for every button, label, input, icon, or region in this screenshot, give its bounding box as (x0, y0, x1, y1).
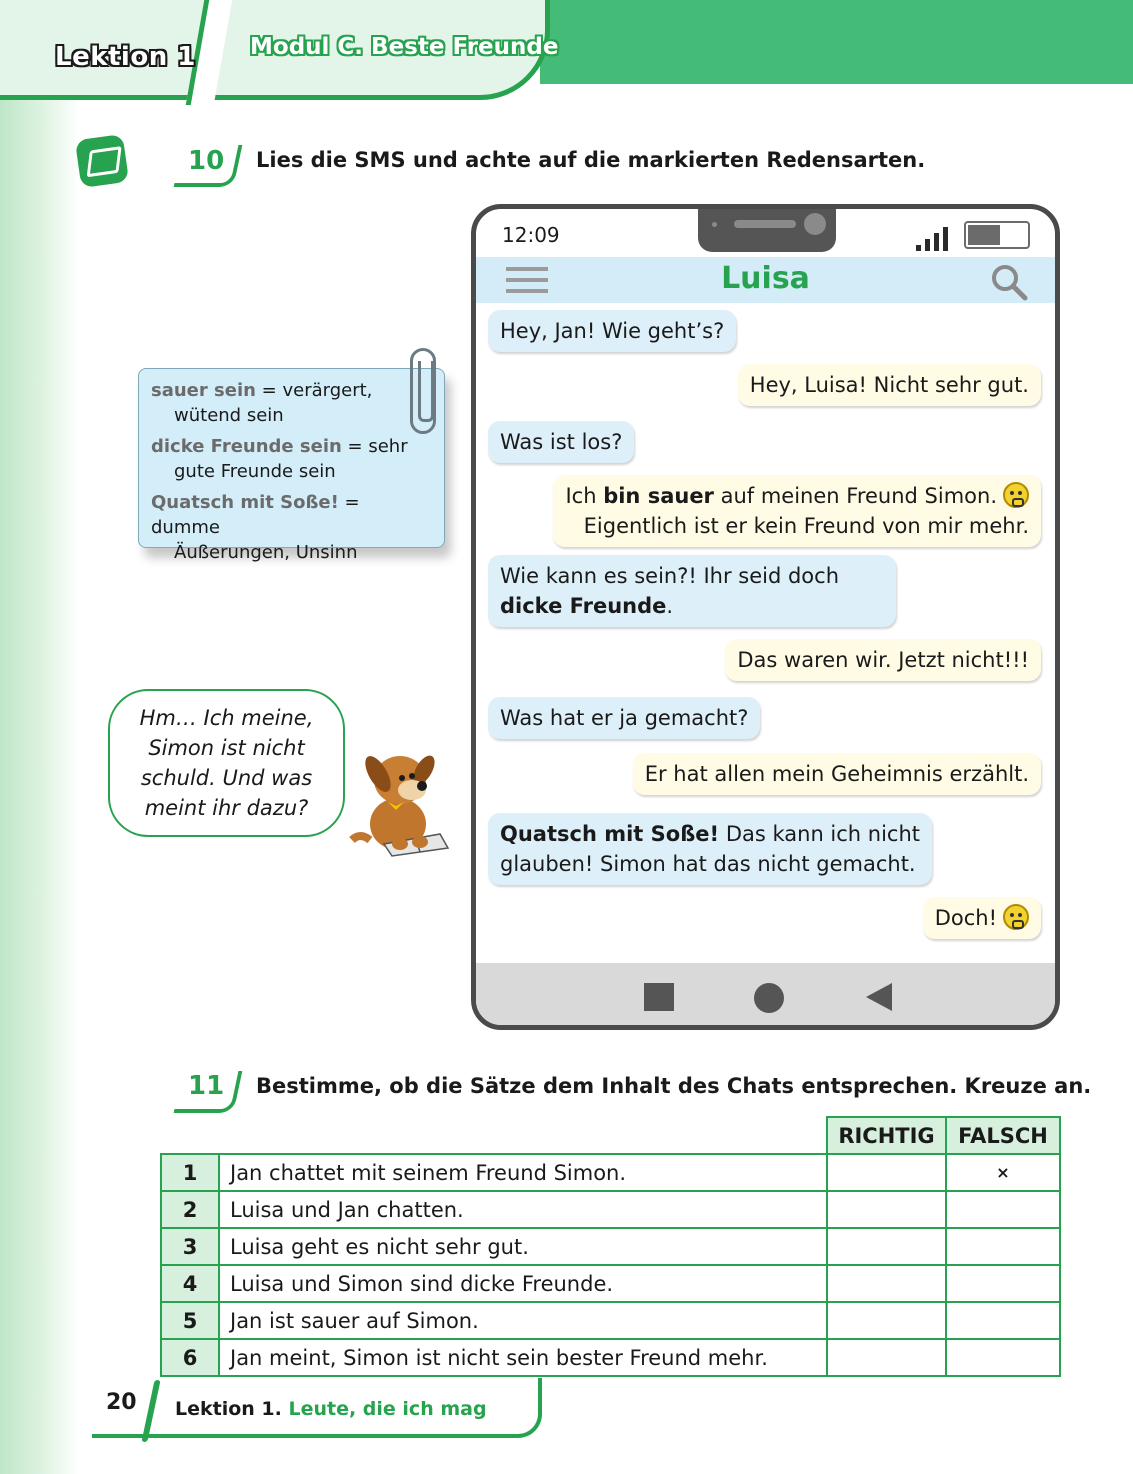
message-bubble: Hey, Luisa! Nicht sehr gut. (738, 364, 1041, 406)
idiom-highlight: Quatsch mit Soße! (500, 822, 720, 846)
statement-text: Jan chattet mit seinem Freund Simon. (219, 1154, 827, 1191)
statement-text: Jan meint, Simon ist nicht sein bester Freund mehr. (219, 1339, 827, 1376)
message-bubble: Doch! (923, 897, 1041, 939)
task-10-instruction: Lies die SMS und achte auf die markierten Redensarten. (256, 148, 926, 172)
table-row (161, 1154, 1060, 1191)
note-item: sauer sein = verärgert, (151, 380, 373, 401)
falsch-checkbox[interactable] (946, 1191, 1060, 1228)
speech-line: Hm… Ich meine, (139, 706, 314, 730)
search-icon[interactable] (990, 263, 1028, 301)
notch-speaker (734, 220, 796, 228)
row-number: 1 (161, 1154, 219, 1191)
surprised-emoji-icon (1003, 904, 1029, 930)
recent-apps-icon[interactable] (644, 983, 674, 1011)
speech-line: meint ihr dazu? (144, 796, 309, 820)
page-number: 20 (106, 1390, 137, 1415)
phone-notch (698, 204, 836, 252)
footer-title (175, 1398, 487, 1420)
statement-text: Jan ist sauer auf Simon. (219, 1302, 827, 1339)
book-icon (75, 134, 129, 188)
note-item-continued: wütend sein (174, 405, 284, 426)
message-bubble: Das waren wir. Jetzt nicht!!! (725, 639, 1041, 681)
table-header-row (161, 1117, 1060, 1154)
note-item-continued: gute Freunde sein (174, 461, 336, 482)
status-time: 12:09 (502, 223, 560, 247)
notch-sensor (712, 222, 717, 227)
message-bubble: Was hat er ja gemacht? (488, 697, 760, 739)
table-row (161, 1265, 1060, 1302)
row-number: 3 (161, 1228, 219, 1265)
angry-emoji-icon (1003, 482, 1029, 508)
statement-text: Luisa geht es nicht sehr gut. (219, 1228, 827, 1265)
phone-mockup (471, 204, 1060, 1030)
falsch-checkbox[interactable] (946, 1228, 1060, 1265)
battery-fill (968, 225, 1000, 245)
note-item: Quatsch mit Soße! = dumme (151, 492, 360, 538)
chat-header (476, 257, 1055, 303)
message-bubble: Ich bin sauer auf meinen Freund Simon. Eigentlich ist er kein Freund von mir mehr. (553, 475, 1041, 547)
speech-line: Simon ist nicht (148, 736, 305, 760)
row-number: 6 (161, 1339, 219, 1376)
table-row (161, 1191, 1060, 1228)
message-bubble: Wie kann es sein?! Ihr seid doch dicke Freunde. (488, 555, 896, 627)
note-item-continued: Äußerungen, Unsinn (174, 542, 358, 563)
statement-text: Luisa und Simon sind dicke Freunde. (219, 1265, 827, 1302)
note-item: dicke Freunde sein = sehr (151, 436, 408, 457)
footer-lesson-label: Lektion 1. (175, 1398, 282, 1420)
richtig-checkbox[interactable] (827, 1154, 946, 1191)
statement-text: Luisa und Jan chatten. (219, 1191, 827, 1228)
true-false-table (160, 1116, 1061, 1377)
row-number: 5 (161, 1302, 219, 1339)
task-10-number: 10 (188, 146, 225, 176)
paperclip-icon (410, 348, 436, 434)
task-11-number: 11 (188, 1071, 225, 1101)
row-number: 2 (161, 1191, 219, 1228)
lesson-title: Lektion 1 (55, 42, 196, 72)
table-row (161, 1339, 1060, 1376)
richtig-checkbox[interactable] (827, 1339, 946, 1376)
left-margin-strip (0, 0, 80, 1474)
notch-camera (804, 213, 826, 235)
back-icon[interactable] (866, 983, 892, 1011)
message-bubble: Hey, Jan! Wie geht’s? (488, 310, 736, 352)
battery-icon (964, 221, 1030, 249)
header-band (540, 0, 1133, 84)
chat-contact-name: Luisa (721, 261, 810, 296)
table-row (161, 1228, 1060, 1265)
falsch-checkbox[interactable]: × (946, 1154, 1060, 1191)
richtig-checkbox[interactable] (827, 1302, 946, 1339)
idiom-highlight: dicke Freunde (500, 594, 667, 618)
table-row (161, 1302, 1060, 1339)
richtig-checkbox[interactable] (827, 1265, 946, 1302)
speech-line: schuld. Und was (140, 766, 313, 790)
falsch-checkbox[interactable] (946, 1265, 1060, 1302)
phone-nav-bar (476, 963, 1055, 1025)
home-icon[interactable] (754, 983, 784, 1013)
signal-icon (916, 223, 956, 251)
row-number: 4 (161, 1265, 219, 1302)
message-bubble: Was ist los? (488, 421, 634, 463)
task-11-instruction: Bestimme, ob die Sätze dem Inhalt des Chats entsprechen. Kreuze an. (256, 1074, 1092, 1098)
idiom-highlight: bin sauer (603, 484, 714, 508)
richtig-checkbox[interactable] (827, 1228, 946, 1265)
column-header-falsch: FALSCH (946, 1117, 1060, 1154)
speech-bubble (108, 689, 345, 837)
dog-illustration (340, 740, 452, 858)
message-bubble: Quatsch mit Soße! Das kann ich nicht glauben! Simon hat das nicht gemacht. (488, 813, 932, 885)
richtig-checkbox[interactable] (827, 1191, 946, 1228)
vocabulary-note (138, 368, 445, 563)
column-header-richtig: RICHTIG (827, 1117, 946, 1154)
module-title: Modul C. Beste Freunde (250, 34, 559, 60)
falsch-checkbox[interactable] (946, 1302, 1060, 1339)
table-header-blank (161, 1117, 827, 1154)
message-bubble: Er hat allen mein Geheimnis erzählt. (633, 753, 1041, 795)
falsch-checkbox[interactable] (946, 1339, 1060, 1376)
footer-lesson-title: Leute, die ich mag (288, 1398, 487, 1420)
